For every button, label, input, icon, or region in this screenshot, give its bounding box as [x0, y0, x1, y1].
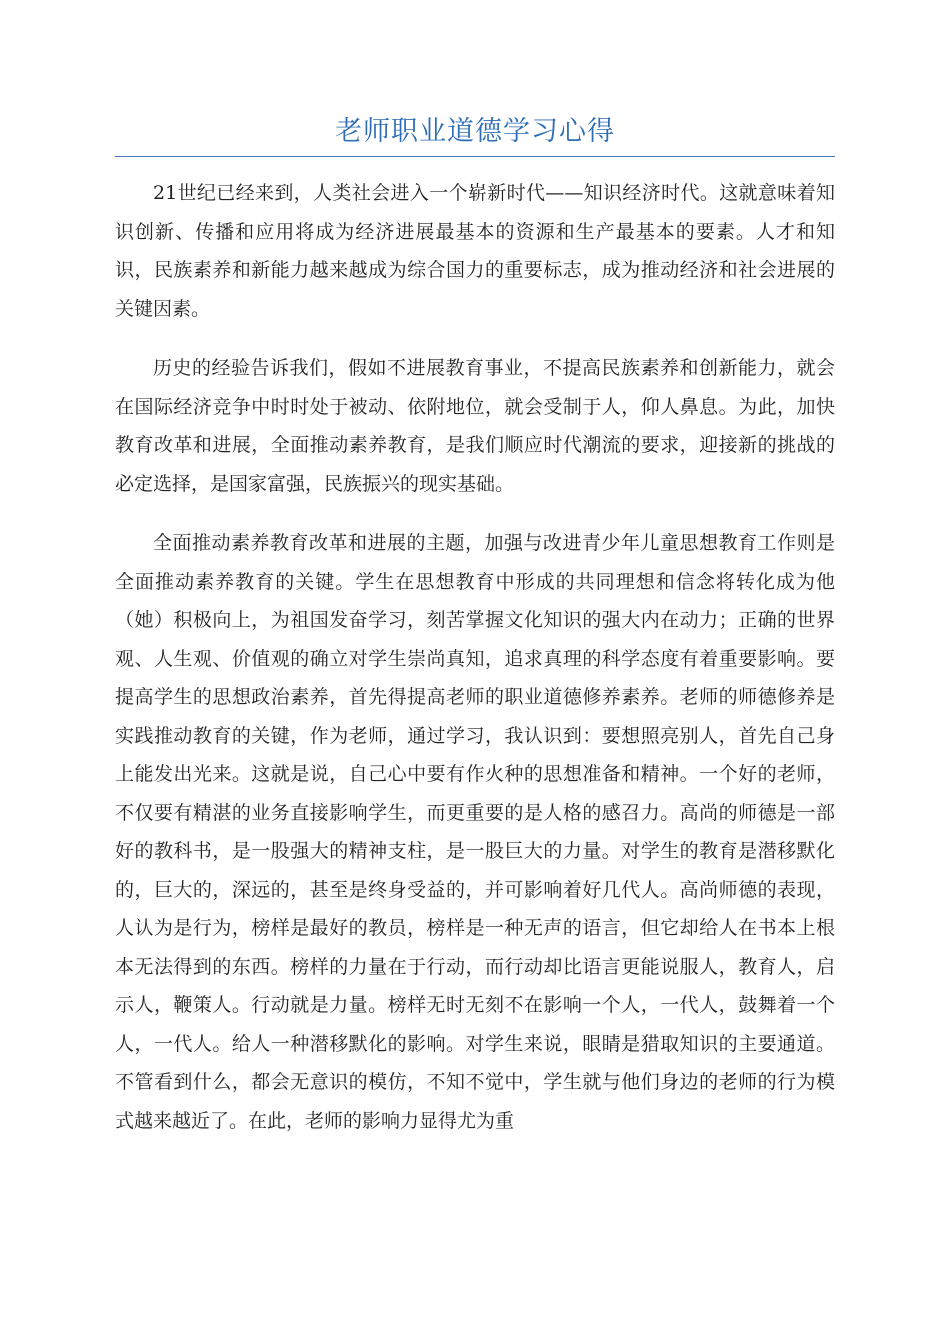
paragraph-2: 历史的经验告诉我们，假如不进展教育事业，不提高民族素养和创新能力，就会在国际经济竞争中时时处于被动、依附地位，就会受制于人，仰人鼻息。为此，加快教育改革和进展，全面推动素养教育，是我们顺应时代潮流的要求，迎接新的挑战的必定选择，是国家富强，民族振兴的现实基础。 [115, 357, 835, 495]
document-title: 老师职业道德学习心得 [335, 116, 615, 147]
paragraph-1: 21世纪已经来到，人类社会进入一个崭新时代——知识经济时代。这就意味着知识创新、传播和应用将成为经济进展最基本的资源和生产最基本的要素。人才和知识，民族素养和新能力越来越成为综合国力的重要标志，成为推动经济和社会进展的关键因素。 [115, 182, 835, 320]
paragraph-3: 全面推动素养教育改革和进展的主题，加强与改进青少年儿童思想教育工作则是全面推动素养教育的关键。学生在思想教育中形成的共同理想和信念将转化成为他（她）积极向上，为祖国发奋学习，刻苦掌握文化知识的强大内在动力；正确的世界观、人生观、价值观的确立对学生崇尚真知，追求真理的科学态度有着重要影响。要提高学生的思想政治素养，首先得提高老师的职业道德修养素养。老师的师德修养是实践推动教育的关键，作为老师，通过学习，我认识到：要想照亮别人，首先自己身上能发出光来。这就是说，自己心中要有作火种的思想准备和精神。一个好的老师，不仅要有精湛的业务直接影响学生，而更重要的是人格的感召力。高尚的师德是一部好的教科书，是一股强大的精神支柱，是一股巨大的力量。对学生的教育是潜移默化的，巨大的，深远的，甚至是终身受益的，并可影响着好几代人。高尚师德的表现，人认为是行为，榜样是最好的教员，榜样是一种无声的语言，但它却给人在书本上根本无法得到的东西。榜样的力量在于行动，而行动却比语言更能说服人，教育人，启示人，鞭策人。行动就是力量。榜样无时无刻不在影响一个人，一代人，鼓舞着一个人，一代人。给人一种潜移默化的影响。对学生来说，眼睛是猎取知识的主要通道。不管看到什么，都会无意识的模仿，不知不觉中，学生就与他们身边的老师的行为模式越来越近了。在此，老师的影响力显得尤为重 [115, 532, 835, 1132]
document-body [115, 174, 835, 1140]
title-block [115, 112, 835, 157]
